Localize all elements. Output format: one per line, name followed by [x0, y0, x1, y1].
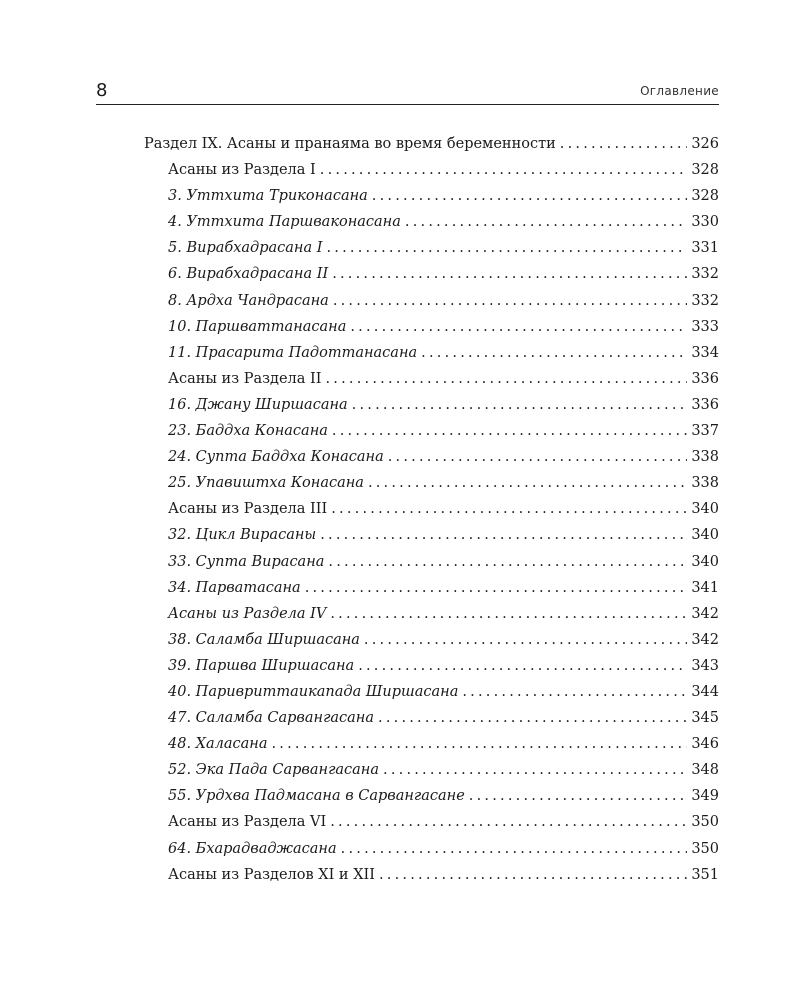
toc-entry-title: Асаны из Разделов XI и XII — [168, 866, 375, 883]
toc-entry[interactable] — [144, 522, 719, 548]
toc-entry-page-number: 326 — [691, 136, 719, 152]
dot-leader — [328, 549, 687, 575]
dot-leader — [383, 757, 687, 783]
toc-entry[interactable] — [144, 809, 719, 835]
toc-entry-page-number: 336 — [691, 396, 719, 413]
toc-entry-title: 6. Вирабхадрасана II — [168, 266, 329, 283]
running-title: Оглавление — [640, 84, 719, 98]
dot-leader — [378, 705, 687, 731]
toc-entry-page-number: 348 — [691, 762, 719, 779]
dot-leader — [330, 601, 687, 627]
dot-leader — [560, 131, 688, 157]
toc-entry[interactable] — [144, 340, 719, 366]
toc-entry-title: 48. Халасана — [168, 736, 268, 753]
dot-leader — [358, 653, 687, 679]
toc-entry[interactable] — [144, 314, 719, 340]
toc-entry-title: Асаны из Раздела IV — [168, 605, 327, 622]
dot-leader — [352, 392, 688, 418]
toc-entry-page-number: 340 — [691, 553, 719, 570]
dot-leader — [469, 783, 688, 809]
toc-entry-page-number: 344 — [691, 683, 719, 700]
toc-entry-page-number: 340 — [691, 527, 719, 544]
dot-leader — [421, 340, 687, 366]
toc-entry[interactable] — [144, 783, 719, 809]
toc-entry-title: Асаны из Раздела I — [168, 162, 316, 179]
toc-entry-page-number: 343 — [691, 657, 719, 674]
toc-entry-page-number: 328 — [691, 162, 719, 179]
toc-entry-title: 8. Ардха Чандрасана — [168, 292, 329, 309]
toc-entry[interactable] — [144, 392, 719, 418]
dot-leader — [332, 418, 687, 444]
toc-entry[interactable] — [144, 418, 719, 444]
toc-entry[interactable] — [144, 731, 719, 757]
toc-entry[interactable] — [144, 444, 719, 470]
toc-entry-page-number: 342 — [691, 605, 719, 622]
toc-entry[interactable] — [144, 679, 719, 705]
table-of-contents — [144, 131, 719, 888]
dot-leader — [462, 679, 687, 705]
toc-entry-title: 23. Баддха Конасана — [168, 423, 328, 440]
toc-entry-title: 34. Парватасана — [168, 579, 301, 596]
toc-entry-page-number: 332 — [691, 266, 719, 283]
toc-entry-page-number: 341 — [691, 579, 719, 596]
dot-leader — [320, 522, 687, 548]
toc-entry-title: Асаны из Раздела III — [168, 501, 328, 518]
toc-entry-page-number: 336 — [691, 370, 719, 387]
toc-entry-title: 11. Прасарита Падоттанасана — [168, 344, 418, 361]
toc-entry[interactable] — [144, 601, 719, 627]
dot-leader — [332, 261, 687, 287]
page-number: 8 — [96, 80, 108, 101]
toc-entry-page-number: 330 — [691, 214, 719, 231]
toc-entry[interactable] — [144, 496, 719, 522]
toc-entry-title: 16. Джану Ширшасана — [168, 396, 348, 413]
toc-entry[interactable] — [144, 705, 719, 731]
dot-leader — [326, 235, 687, 261]
toc-entry[interactable] — [144, 209, 719, 235]
dot-leader — [333, 288, 688, 314]
toc-entry-page-number: 338 — [691, 475, 719, 492]
dot-leader — [405, 209, 687, 235]
toc-entry-page-number: 350 — [691, 840, 719, 857]
toc-entry-title: 32. Цикл Вирасаны — [168, 527, 317, 544]
toc-entry-title: 55. Урдхва Падмасана в Сарвангасане — [168, 788, 465, 805]
toc-entry-title: 5. Вирабхадрасана I — [168, 240, 323, 257]
toc-entry[interactable] — [144, 836, 719, 862]
toc-entry-page-number: 332 — [691, 292, 719, 309]
toc-entry-title: 40. Паривриттаикапада Ширшасана — [168, 683, 459, 700]
toc-entry-title: 47. Саламба Сарвангасана — [168, 710, 375, 727]
dot-leader — [379, 862, 687, 888]
toc-entry-title: Раздел IX. Асаны и пранаяма во время беременности — [144, 136, 556, 152]
toc-entry-title: Асаны из Раздела VI — [168, 814, 327, 831]
dot-leader — [368, 470, 687, 496]
toc-entry[interactable] — [144, 261, 719, 287]
toc-entry[interactable] — [144, 183, 719, 209]
dot-leader — [305, 575, 688, 601]
toc-entry-page-number: 334 — [691, 344, 719, 361]
toc-entry[interactable] — [144, 575, 719, 601]
toc-entry-page-number: 338 — [691, 449, 719, 466]
toc-entry-title: 4. Уттхита Паршваконасана — [168, 214, 401, 231]
toc-entry-title: 10. Паршваттанасана — [168, 318, 347, 335]
toc-entry[interactable] — [144, 288, 719, 314]
toc-entry-page-number: 346 — [691, 736, 719, 753]
toc-entry[interactable] — [144, 757, 719, 783]
toc-entry-title: 25. Упавиштха Конасана — [168, 475, 364, 492]
dot-leader — [271, 731, 687, 757]
page-header — [96, 80, 719, 105]
toc-entry[interactable] — [144, 549, 719, 575]
toc-entry-page-number: 342 — [691, 631, 719, 648]
toc-entry-title: Асаны из Раздела II — [168, 370, 322, 387]
toc-entry-title: 39. Паршва Ширшасана — [168, 657, 355, 674]
toc-entry-page-number: 345 — [691, 710, 719, 727]
toc-entry-page-number: 350 — [691, 814, 719, 831]
toc-entry-title: 64. Бхарадваджасана — [168, 840, 337, 857]
dot-leader — [364, 627, 687, 653]
toc-entry[interactable] — [144, 366, 719, 392]
toc-entry-page-number: 337 — [691, 423, 719, 440]
dot-leader — [341, 836, 688, 862]
dot-leader — [330, 809, 687, 835]
toc-entry-page-number: 333 — [691, 318, 719, 335]
toc-entry-page-number: 340 — [691, 501, 719, 518]
toc-entry[interactable] — [144, 470, 719, 496]
toc-entry-title: 52. Эка Пада Сарвангасана — [168, 762, 380, 779]
toc-entry[interactable] — [144, 653, 719, 679]
toc-entry-page-number: 331 — [691, 240, 719, 257]
toc-entry-title: 33. Супта Вирасана — [168, 553, 325, 570]
dot-leader — [372, 183, 688, 209]
dot-leader — [325, 366, 687, 392]
toc-entry-page-number: 328 — [691, 188, 719, 205]
toc-entry-title: 24. Супта Баддха Конасана — [168, 449, 384, 466]
toc-entry[interactable] — [144, 627, 719, 653]
toc-entry[interactable] — [144, 862, 719, 888]
toc-entry-title: 38. Саламба Ширшасана — [168, 631, 360, 648]
dot-leader — [350, 314, 687, 340]
dot-leader — [388, 444, 688, 470]
dot-leader — [331, 496, 687, 522]
toc-section-entry[interactable] — [144, 131, 719, 157]
dot-leader — [320, 157, 688, 183]
toc-entry[interactable] — [144, 235, 719, 261]
toc-entry[interactable] — [144, 157, 719, 183]
toc-entry-page-number: 351 — [691, 866, 719, 883]
toc-entry-page-number: 349 — [691, 788, 719, 805]
toc-entry-title: 3. Уттхита Триконасана — [168, 188, 368, 205]
